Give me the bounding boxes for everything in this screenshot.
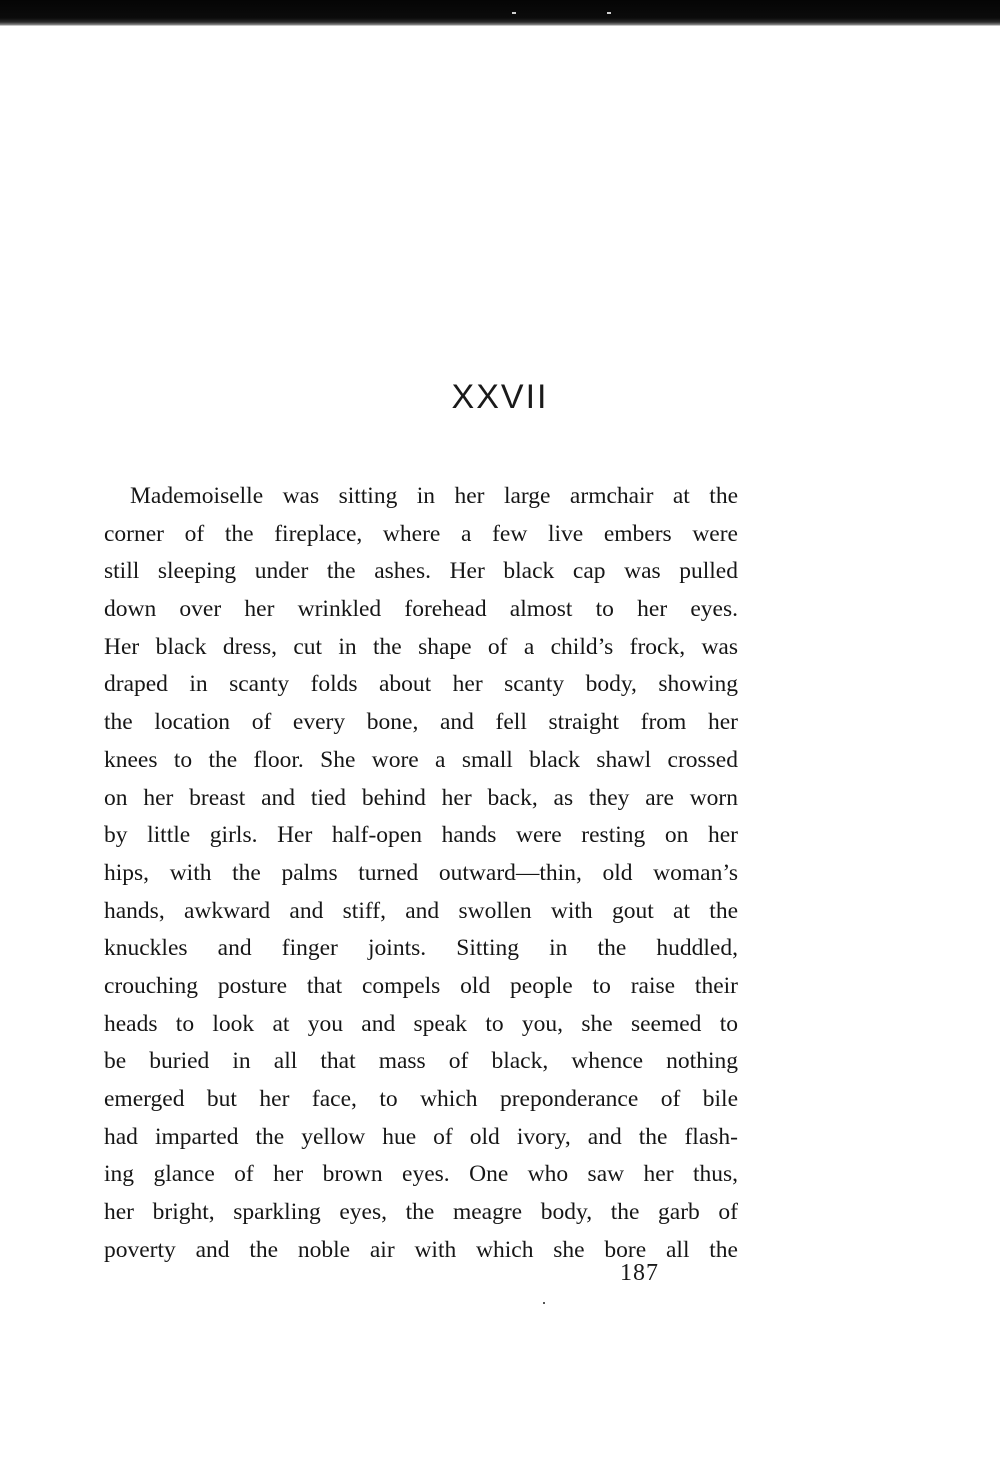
text-line: emerged but her face, to which preponderance of bile bbox=[104, 1086, 738, 1112]
text-line: draped in scanty folds about her scanty body, showing bbox=[104, 671, 738, 698]
scan-artifact bbox=[607, 12, 611, 14]
text-line: down over her wrinkled forehead almost to her eyes. bbox=[104, 596, 738, 623]
text-line: corner of the fireplace, where a few live embers were bbox=[104, 520, 738, 547]
text-line: hips, with the palms turned outward—thin, old woman’s bbox=[104, 859, 738, 886]
text-line: heads to look at you and speak to you, she seemed to bbox=[104, 1010, 738, 1037]
text-line: ing glance of her brown eyes. One who saw her thus, bbox=[104, 1161, 738, 1188]
text-line: knees to the floor. She wore a small black shawl crossed bbox=[104, 746, 738, 773]
chapter-heading: XXVII bbox=[451, 378, 549, 416]
scan-artifact bbox=[512, 12, 516, 14]
text-line: had imparted the yellow hue of old ivory, and the flash- bbox=[104, 1123, 738, 1150]
text-line: Mademoiselle was sitting in her large armchair at the bbox=[130, 483, 738, 509]
text-line: by little girls. Her half-open hands were resting on her bbox=[104, 822, 738, 849]
text-line: be buried in all that mass of black, whence nothing bbox=[104, 1048, 738, 1075]
text-line: her bright, sparkling eyes, the meagre body, the garb of bbox=[104, 1199, 738, 1226]
text-line: on her breast and tied behind her back, as they are worn bbox=[104, 784, 738, 811]
text-line: the location of every bone, and fell straight from her bbox=[104, 709, 738, 736]
scan-border bbox=[0, 0, 1000, 26]
text-line: hands, awkward and stiff, and swollen with gout at the bbox=[104, 897, 738, 924]
text-line: poverty and the noble air with which she bore all the bbox=[104, 1236, 738, 1263]
page-number: 187 bbox=[620, 1260, 659, 1286]
scan-artifact bbox=[543, 1302, 545, 1304]
body-text bbox=[104, 478, 738, 1269]
text-line: knuckles and finger joints. Sitting in the huddled, bbox=[104, 935, 738, 962]
text-line: crouching posture that compels old people to raise their bbox=[104, 972, 738, 999]
text-line: still sleeping under the ashes. Her black cap was pulled bbox=[104, 558, 738, 585]
text-line: Her black dress, cut in the shape of a child’s frock, was bbox=[104, 633, 738, 660]
